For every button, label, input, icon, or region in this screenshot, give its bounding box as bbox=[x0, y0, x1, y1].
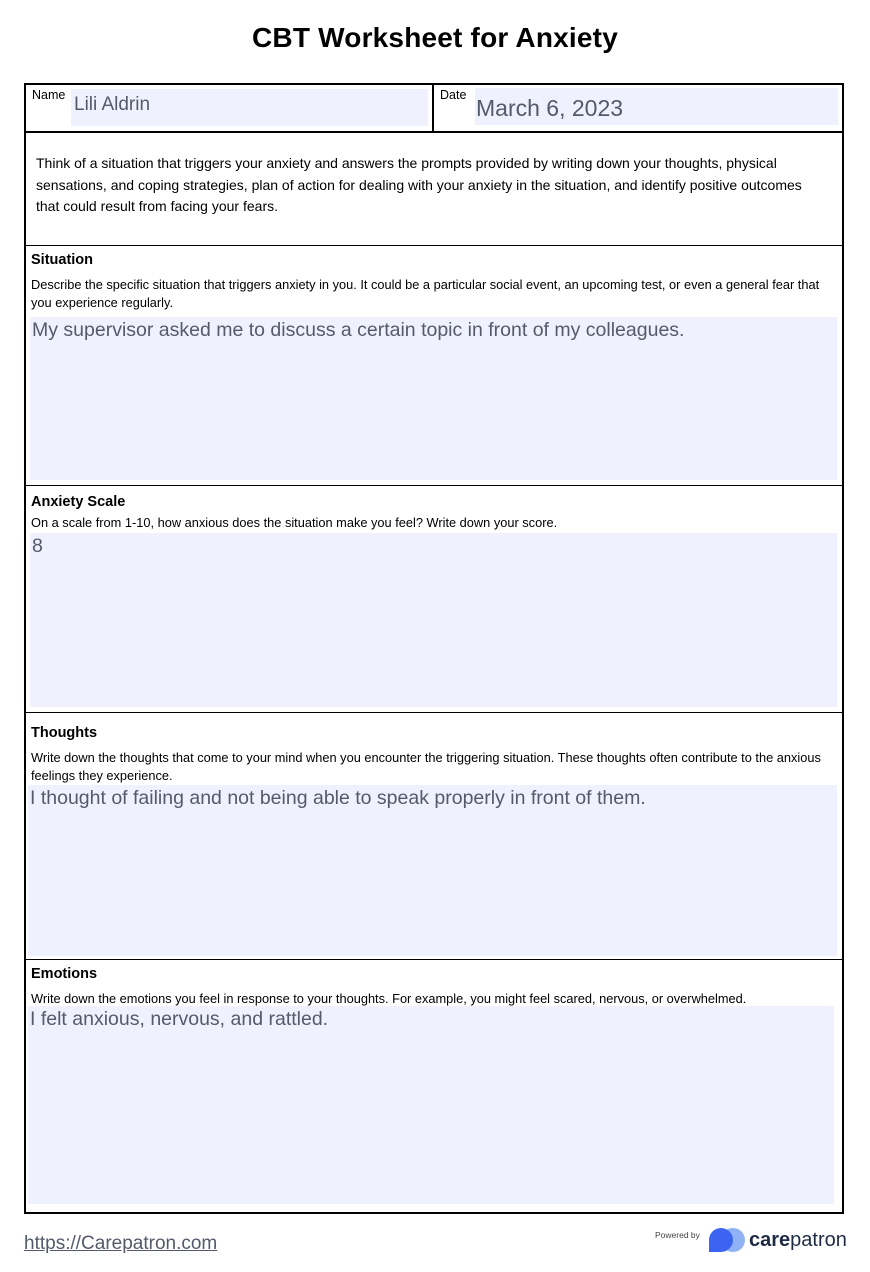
situation-title: Situation bbox=[31, 252, 94, 268]
situation-field[interactable] bbox=[30, 317, 837, 480]
powered-by-label: Powered by bbox=[655, 1230, 700, 1240]
carepatron-logo-text: carepatron bbox=[749, 1229, 847, 1251]
intro-text: Think of a situation that triggers your anxiety and answers the prompts provided by writing down your thoughts, physical sensations, and coping strategies, plan of action for dealing with your anxiety in the situation, and identify positive outcomes that could result from facing your fears. bbox=[36, 155, 802, 214]
situation-section bbox=[26, 246, 842, 486]
anxiety-scale-title: Anxiety Scale bbox=[31, 494, 126, 510]
anxiety-scale-section bbox=[26, 486, 842, 713]
carepatron-link[interactable]: https://Carepatron.com bbox=[24, 1233, 218, 1254]
worksheet bbox=[24, 83, 844, 1214]
name-cell bbox=[26, 85, 434, 131]
emotions-description: Write down the emotions you feel in response to your thoughts. For example, you might feel scared, nervous, or overwhelmed. bbox=[31, 991, 747, 1006]
emotions-title: Emotions bbox=[31, 966, 98, 982]
thoughts-title: Thoughts bbox=[31, 725, 98, 741]
thoughts-description: Write down the thoughts that come to your mind when you encounter the triggering situation. These thoughts often contribute to the anxious feelings they experience. bbox=[31, 750, 821, 783]
date-field[interactable] bbox=[475, 88, 838, 125]
anxiety-scale-answer: 8 bbox=[32, 535, 43, 557]
intro-row bbox=[26, 133, 842, 246]
anxiety-scale-field[interactable] bbox=[30, 533, 837, 707]
page-title: CBT Worksheet for Anxiety bbox=[252, 22, 618, 53]
date-value: March 6, 2023 bbox=[476, 95, 624, 121]
carepatron-logo-icon bbox=[707, 1227, 747, 1255]
header-row bbox=[26, 85, 842, 133]
name-field[interactable] bbox=[71, 89, 428, 126]
thoughts-section bbox=[26, 713, 842, 960]
name-value: Lili Aldrin bbox=[74, 94, 151, 115]
name-label: Name bbox=[32, 88, 66, 102]
thoughts-field[interactable] bbox=[28, 785, 837, 956]
emotions-answer: I felt anxious, nervous, and rattled. bbox=[30, 1008, 329, 1030]
situation-description: Describe the specific situation that triggers anxiety in you. It could be a particular social event, an upcoming test, or even a general fear that you experience regularly. bbox=[31, 277, 820, 310]
emotions-section bbox=[26, 960, 842, 1212]
emotions-field[interactable] bbox=[28, 1006, 834, 1204]
anxiety-scale-description: On a scale from 1-10, how anxious does the situation make you feel? Write down your score. bbox=[31, 515, 558, 530]
situation-answer: My supervisor asked me to discuss a certain topic in front of my colleagues. bbox=[32, 319, 685, 341]
thoughts-answer: I thought of failing and not being able to speak properly in front of them. bbox=[30, 787, 646, 809]
date-cell bbox=[434, 85, 842, 131]
date-label: Date bbox=[440, 88, 467, 102]
